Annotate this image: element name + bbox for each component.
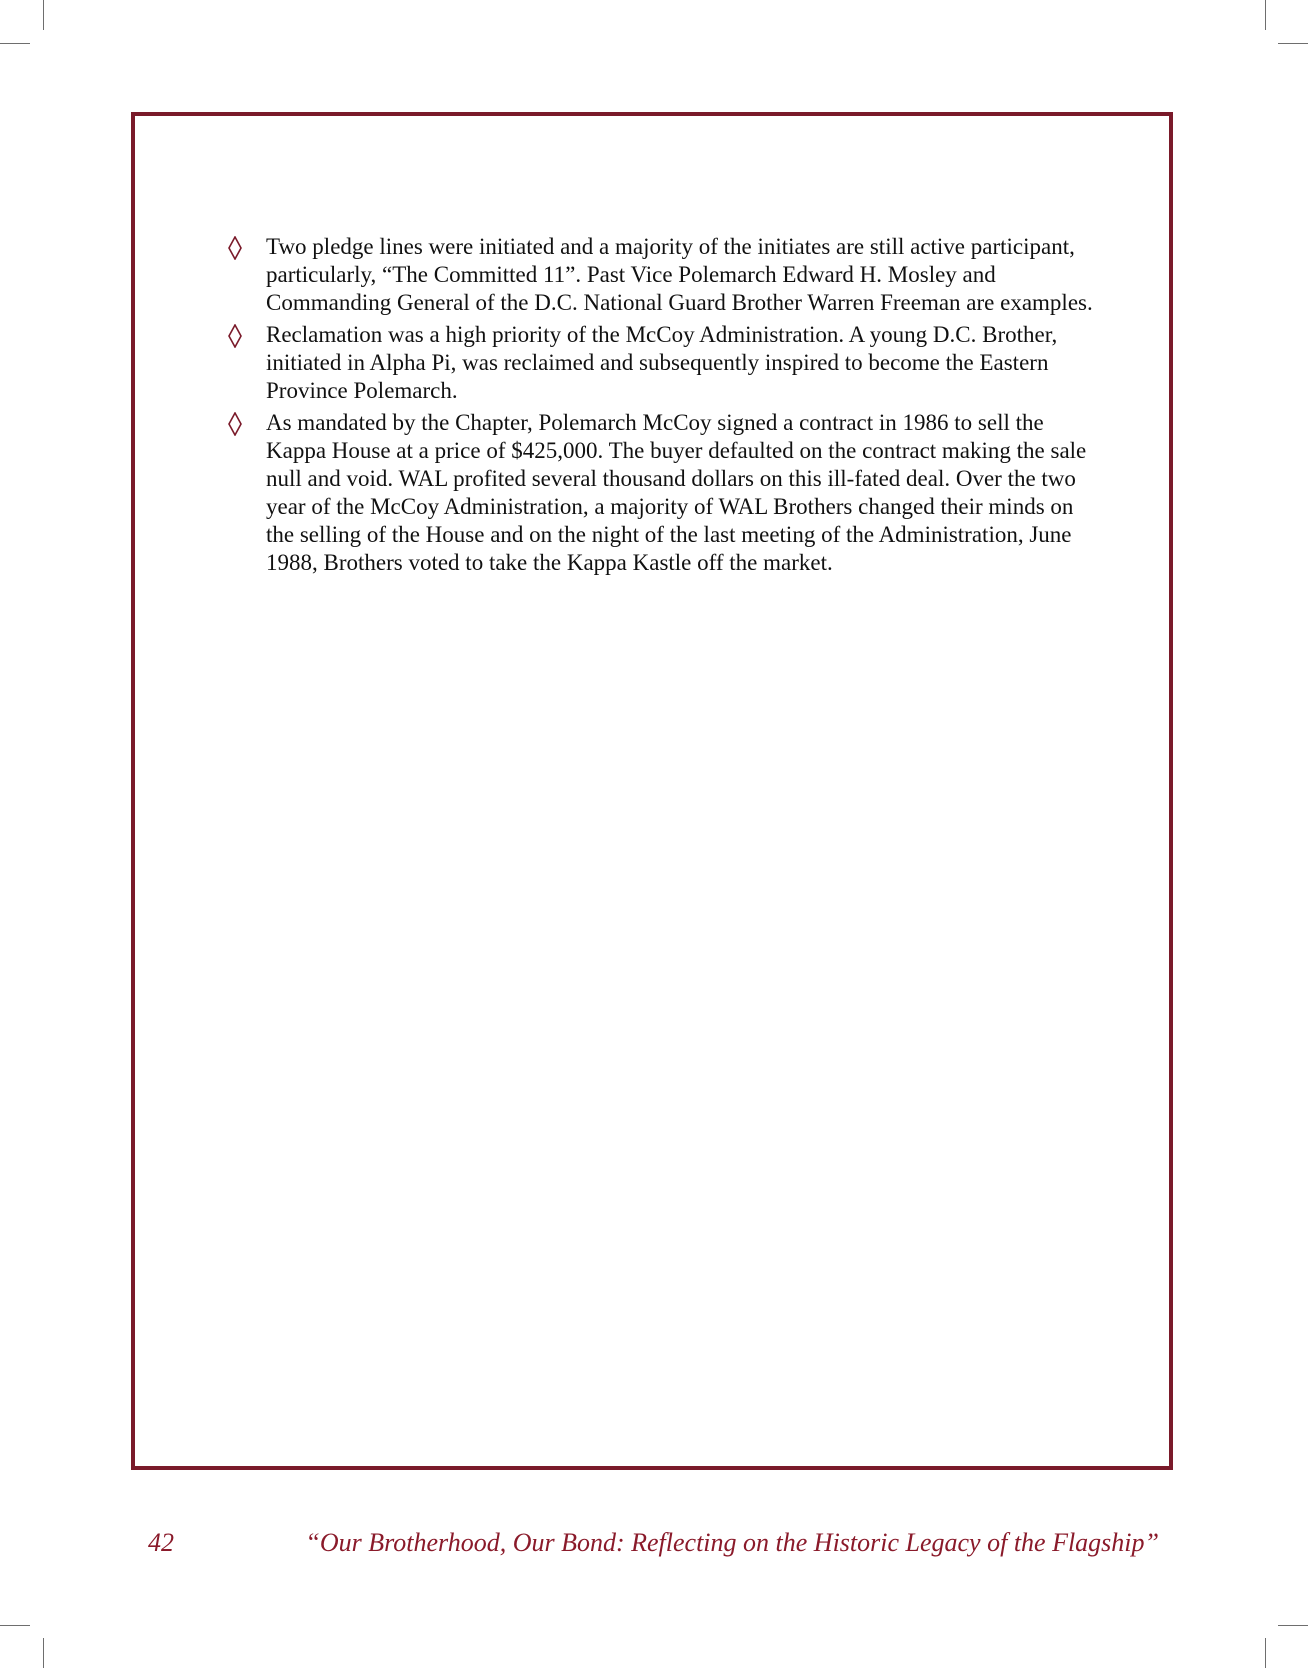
diamond-outline-icon: [228, 321, 266, 348]
list-item: [228, 233, 1098, 317]
running-footer-title: “Our Brotherhood, Our Bond: Reflecting on the Historic Legacy of the Flagship”: [305, 1528, 1159, 1557]
bullet-text: Reclamation was a high priority of the McCoy Administration. A young D.C. Brother, initiated in Alpha Pi, was reclaimed and subsequently inspired to become the Eastern Province Polemarch.: [266, 322, 1058, 403]
page-number: 42: [148, 1528, 174, 1557]
crop-mark-bottom-left-horizontal: [0, 1625, 30, 1626]
bullet-list: [228, 233, 1098, 581]
bullet-text: Two pledge lines were initiated and a majority of the initiates are still active participant, particularly, “The Committed 11”. Past Vice Polemarch Edward H. Mosley and Commanding General of the D.C. National Guard Brother Warren Freeman are examples.: [266, 234, 1093, 315]
list-item: [228, 321, 1098, 405]
diamond-outline-icon: [228, 233, 266, 260]
list-item: [228, 409, 1098, 577]
crop-mark-bottom-left-vertical: [43, 1638, 44, 1668]
diamond-outline-icon: [228, 409, 266, 436]
crop-mark-top-right-vertical: [1265, 0, 1266, 30]
crop-mark-bottom-right-vertical: [1265, 1638, 1266, 1668]
crop-mark-top-left-vertical: [43, 0, 44, 30]
crop-mark-top-left-horizontal: [0, 43, 30, 44]
bullet-text: As mandated by the Chapter, Polemarch McCoy signed a contract in 1986 to sell the Kappa House at a price of $425,000. The buyer defaulted on the contract making the sale null and void. WAL profited several thousand dollars on this ill-fated deal. Over the two year of the McCoy Administration, a majority of WAL Brothers changed their minds on the selling of the House and on the night of the last meeting of the Administration, June 1988, Brothers voted to take the Kappa Kastle off the market.: [266, 410, 1087, 575]
crop-mark-bottom-right-horizontal: [1278, 1625, 1308, 1626]
crop-mark-top-right-horizontal: [1278, 43, 1308, 44]
